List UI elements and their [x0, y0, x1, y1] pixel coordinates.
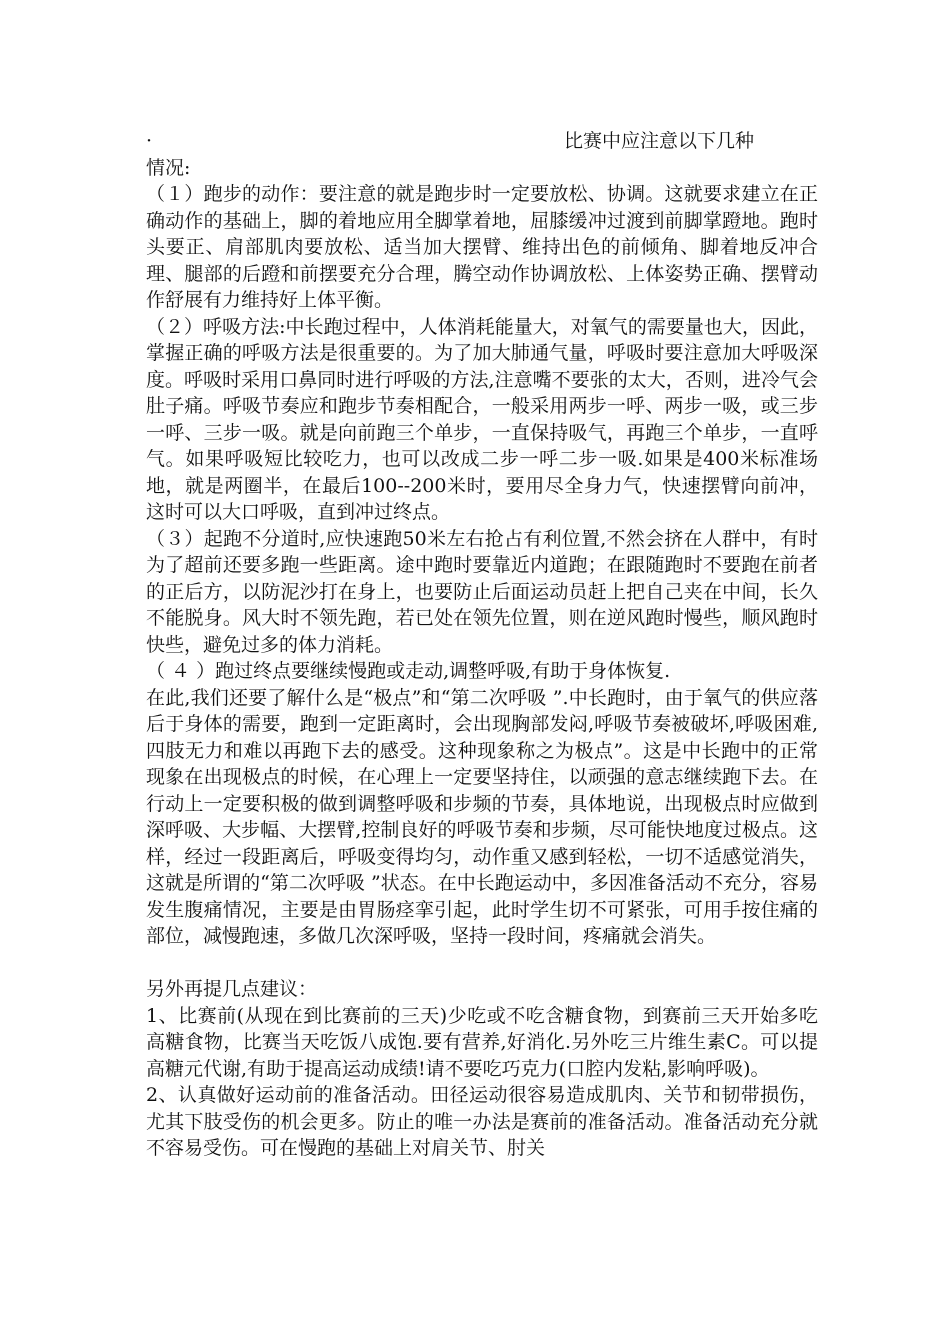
document-page	[146, 128, 818, 1162]
heading-row	[146, 128, 818, 155]
suggestion-item-diet: 1、比赛前(从现在到比赛前的三天)少吃或不吃含糖食物，到赛前三天开始多吃高糖食物，比赛当天吃饭八成饱.要有营养,好消化.另外吃三片维生素C。可以提高糖元代谢,有助于提高运动成绩!请不要吃巧克力(口腔内发粘,影响呼吸)。	[146, 1004, 818, 1080]
paragraph-finish: （ ４ ）跑过终点要继续慢跑或走动,调整呼吸,有助于身体恢复.	[146, 660, 671, 682]
bullet-mark: ·	[146, 130, 153, 152]
paragraph-dead-point: 在此,我们还要了解什么是“极点”和“第二次呼吸 ”.中长跑时，由于氧气的供应落后于身体的需要，跑到一定距离时，会出现胸部发闷,呼吸节奏被破坏,呼吸困难,四肢无力和难以再跑下去的感受。这种现象称之为极点”。这是中长跑中的正常现象在出现极点的时候，在心理上一定要坚持住，以顽强的意志继续跑下去。在行动上一定要积极的做到调整呼吸和步频的节奏，具体地说，出现极点时应做到深呼吸、大步幅、大摆臂,控制良好的呼吸节奏和步频，尽可能快地度过极点。这样，经过一段距离后，呼吸变得均匀，动作重又感到轻松，一切不适感觉消失，这就是所谓的“第二次呼吸 ”状态。在中长跑运动中，多因准备活动不充分，容易发生腹痛情况，主要是由胃肠痉挛引起，此时学生切不可紧张，可用手按住痛的部位，减慢跑速，多做几次深呼吸，坚持一段时间，疼痛就会消失。	[146, 686, 818, 947]
paragraph-start-position: （３）起跑不分道时,应快速跑50米左右抢占有利位置,不然会挤在人群中，有时为了超前还要多跑一些距离。途中跑时要靠近内道跑；在跟随跑时不要跑在前者的正后方，以防泥沙打在身上，也要防止后面运动员赶上把自己夹在中间，长久不能脱身。风大时不领先跑，若已处在领先位置，则在逆风跑时慢些，顺风跑时快些，避免过多的体力消耗。	[146, 527, 818, 656]
heading-continuation: 情况:	[146, 156, 191, 179]
paragraph-running-form: （１）跑步的动作：要注意的就是跑步时一定要放松、协调。这就要求建立在正确动作的基础上，脚的着地应用全脚掌着地，屈膝缓冲过渡到前脚掌蹬地。跑时头要正、肩部肌肉要放松、适当加大摆臂、维持出色的前倾角、脚着地反冲合理、腿部的后蹬和前摆要充分合理，腾空动作协调放松、上体姿势正确、摆臂动作舒展有力维持好上体平衡。	[146, 183, 818, 311]
suggestions-title: 另外再提几点建议：	[146, 978, 318, 1000]
heading-title: 比赛中应注意以下几种	[564, 130, 755, 152]
suggestion-item-warmup: 2、认真做好运动前的准备活动。田径运动很容易造成肌肉、关节和韧带损伤，尤其下肢受伤的机会更多。防止的唯一办法是赛前的准备活动。准备活动充分就不容易受伤。可在慢跑的基础上对肩关节、肘关	[146, 1084, 818, 1159]
blank-line	[146, 950, 818, 977]
paragraph-breathing: （２）呼吸方法:中长跑过程中，人体消耗能量大，对氧气的需要量也大，因此，掌握正确的呼吸方法是很重要的。为了加大肺通气量，呼吸时要注意加大呼吸深度。呼吸时采用口鼻同时进行呼吸的方法,注意嘴不要张的太大，否则，进冷气会肚子痛。呼吸节奏应和跑步节奏相配合，一般采用两步一呼、两步一吸，或三步一呼、三步一吸。就是向前跑三个单步，一直保持吸气，再跑三个单步，一直呼气。如果呼吸短比较吃力，也可以改成二步一呼二步一吸.如果是400米标准场地，就是两圈半，在最后100--200米时，要用尽全身力气，快速摆臂向前冲，这时可以大口呼吸，直到冲过终点。	[146, 315, 818, 523]
